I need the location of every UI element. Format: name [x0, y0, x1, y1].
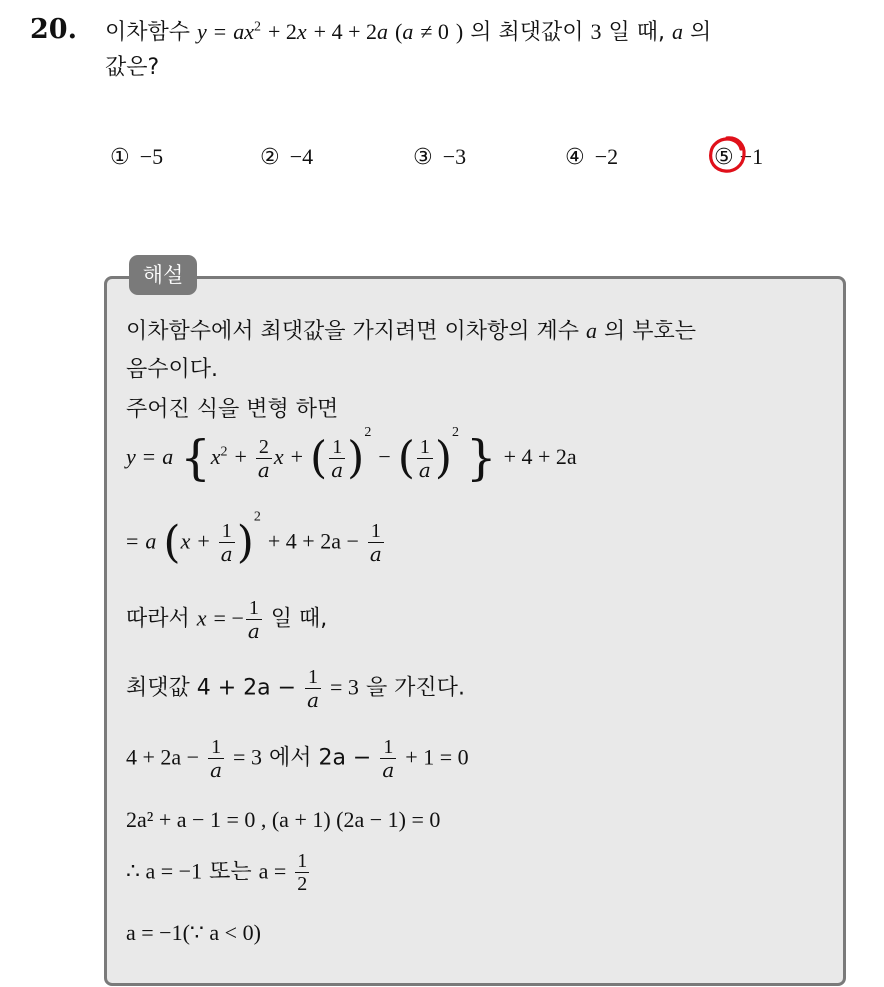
solution-line-1: 이차함수에서 최댓값을 가지려면 이차항의 계수 a 의 부호는: [126, 318, 697, 344]
solution-line-6: 따라서 x = − $\frac{1}{a}$ 일 때,: [126, 597, 328, 643]
solution-line-3: 주어진 식을 변형 하면: [126, 397, 339, 422]
question-number: 20.: [30, 14, 77, 45]
answer-circle-mark: [705, 133, 749, 177]
solution-line-9: 2a² + a − 1 = 0 , (a + 1) (2a − 1) = 0: [126, 807, 441, 832]
solution-equation-1: y = a {$x^2$ + $\frac{2}{a}$ x + ( $\frac{1}{a}$ )$^2$ − ( $\frac{1}{a}$ )$^2$ } + 4 + 2a: [126, 425, 577, 486]
choice-2[interactable]: ② −4: [260, 144, 314, 170]
choice-1[interactable]: ① −5: [110, 144, 164, 170]
answer-choices: [0, 144, 884, 176]
solution-line-7: 최댓값 4 + 2a − $\frac{1}{a}$ = 3 을 가진다.: [126, 666, 465, 712]
solution-line-11: a = −1(∵ a < 0): [126, 920, 261, 945]
question-stem-line2: 값은?: [105, 55, 160, 80]
solution-line-2: 음수이다.: [126, 357, 219, 382]
choice-3[interactable]: ③ −3: [413, 144, 467, 170]
solution-equation-2: = a (x + $\frac{1}{a}$ )$^2$ + 4 + 2a − $\frac{1}{a}$: [126, 509, 382, 568]
choice-4[interactable]: ④ −2: [565, 144, 619, 170]
question-stem: 이차함수 $y = ax^2 + 2x + 4 + 2a$ (a ≠ 0 ) 의 최댓값이 3 일 때, a 의 값은?: [105, 19, 712, 80]
solution-line-8: 4 + 2a − $\frac{1}{a}$ = 3 에서 2a − $\frac{1}{a}$ + 1 = 0: [126, 736, 469, 782]
neq-zero: ≠ 0: [420, 19, 449, 44]
solution-tab: 해설: [129, 255, 197, 295]
choice-5[interactable]: ⑤ −1: [714, 144, 764, 170]
solution-line-10: ∴ a = −1 또는 a = $\frac{1}{2}$: [126, 850, 308, 895]
function-expression: y: [197, 19, 207, 44]
